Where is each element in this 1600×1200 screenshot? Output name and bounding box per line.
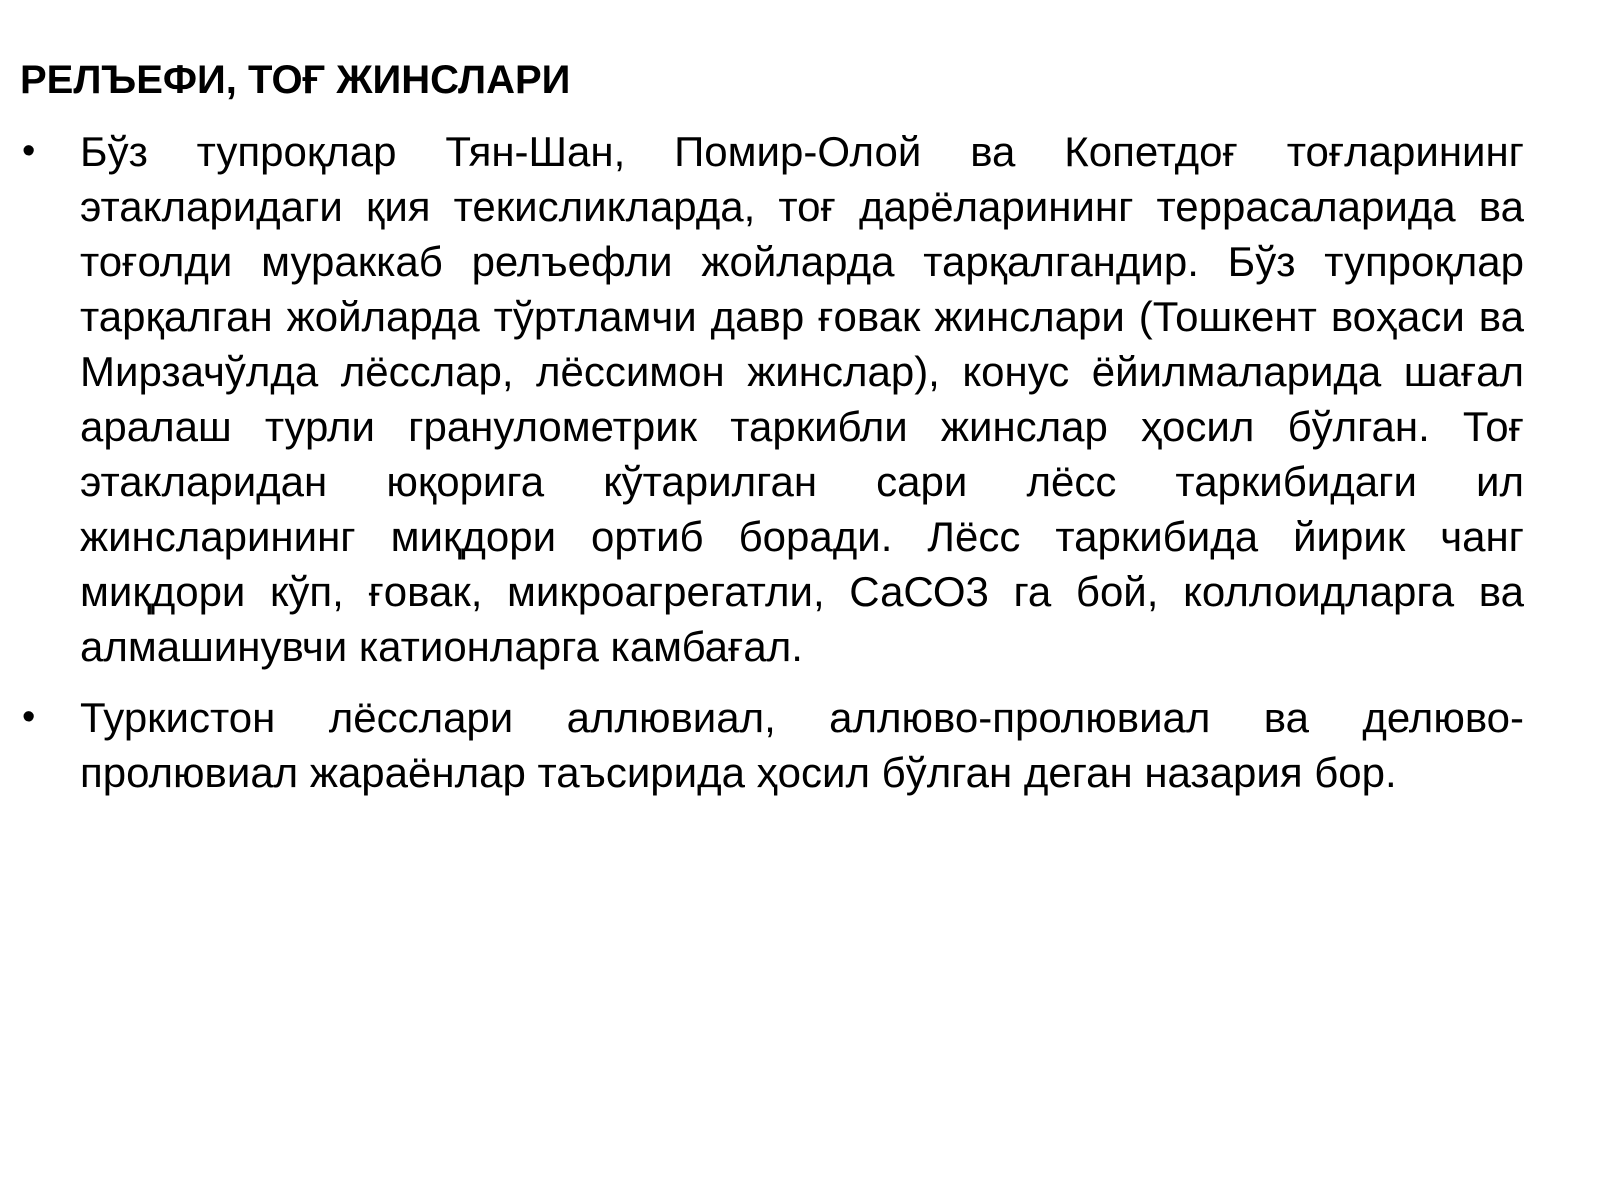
bullet-text: Бўз тупроқлар Тян-Шан, Помир-Олой ва Копетдоғ тоғларининг этакларидаги қия текисликларда, тоғ дарёларининг террасаларида ва тоғолди мураккаб релъефли жойларда тарқалгандир. Бўз тупроқлар тарқалган жойларда тўртламчи давр ғовак жинслари (Тошкент воҳаси ва Мирзачўлда лёсслар, лёссимон жинслар), конус ёйилмаларида шағал аралаш турли гранулометрик таркибли жинслар ҳосил бўлган. Тоғ этакларидан юқорига кўтарилган сари лёсс таркибидаги ил жинсларининг миқдори ортиб боради. Лёсс таркибида йирик чанг миқдори кўп, ғовак, микроагрегатли, СаСО3 га бой, коллоидларга ва алмашинувчи катионларга камбағал. [80,128,1524,670]
bullet-icon: • [22,130,36,172]
bullet-item [22,124,1524,674]
bullet-text: Туркистон лёсслари аллювиал, аллюво-пролювиал ва делюво-пролювиал жараёнлар таъсирида ҳосил бўлган деган назария бор. [80,694,1524,796]
bullet-icon: • [22,696,36,738]
slide-title: РЕЛЪЕФИ, ТОҒ ЖИНСЛАРИ [20,58,571,102]
bullet-item [22,690,1524,800]
bullet-list [22,124,1524,816]
